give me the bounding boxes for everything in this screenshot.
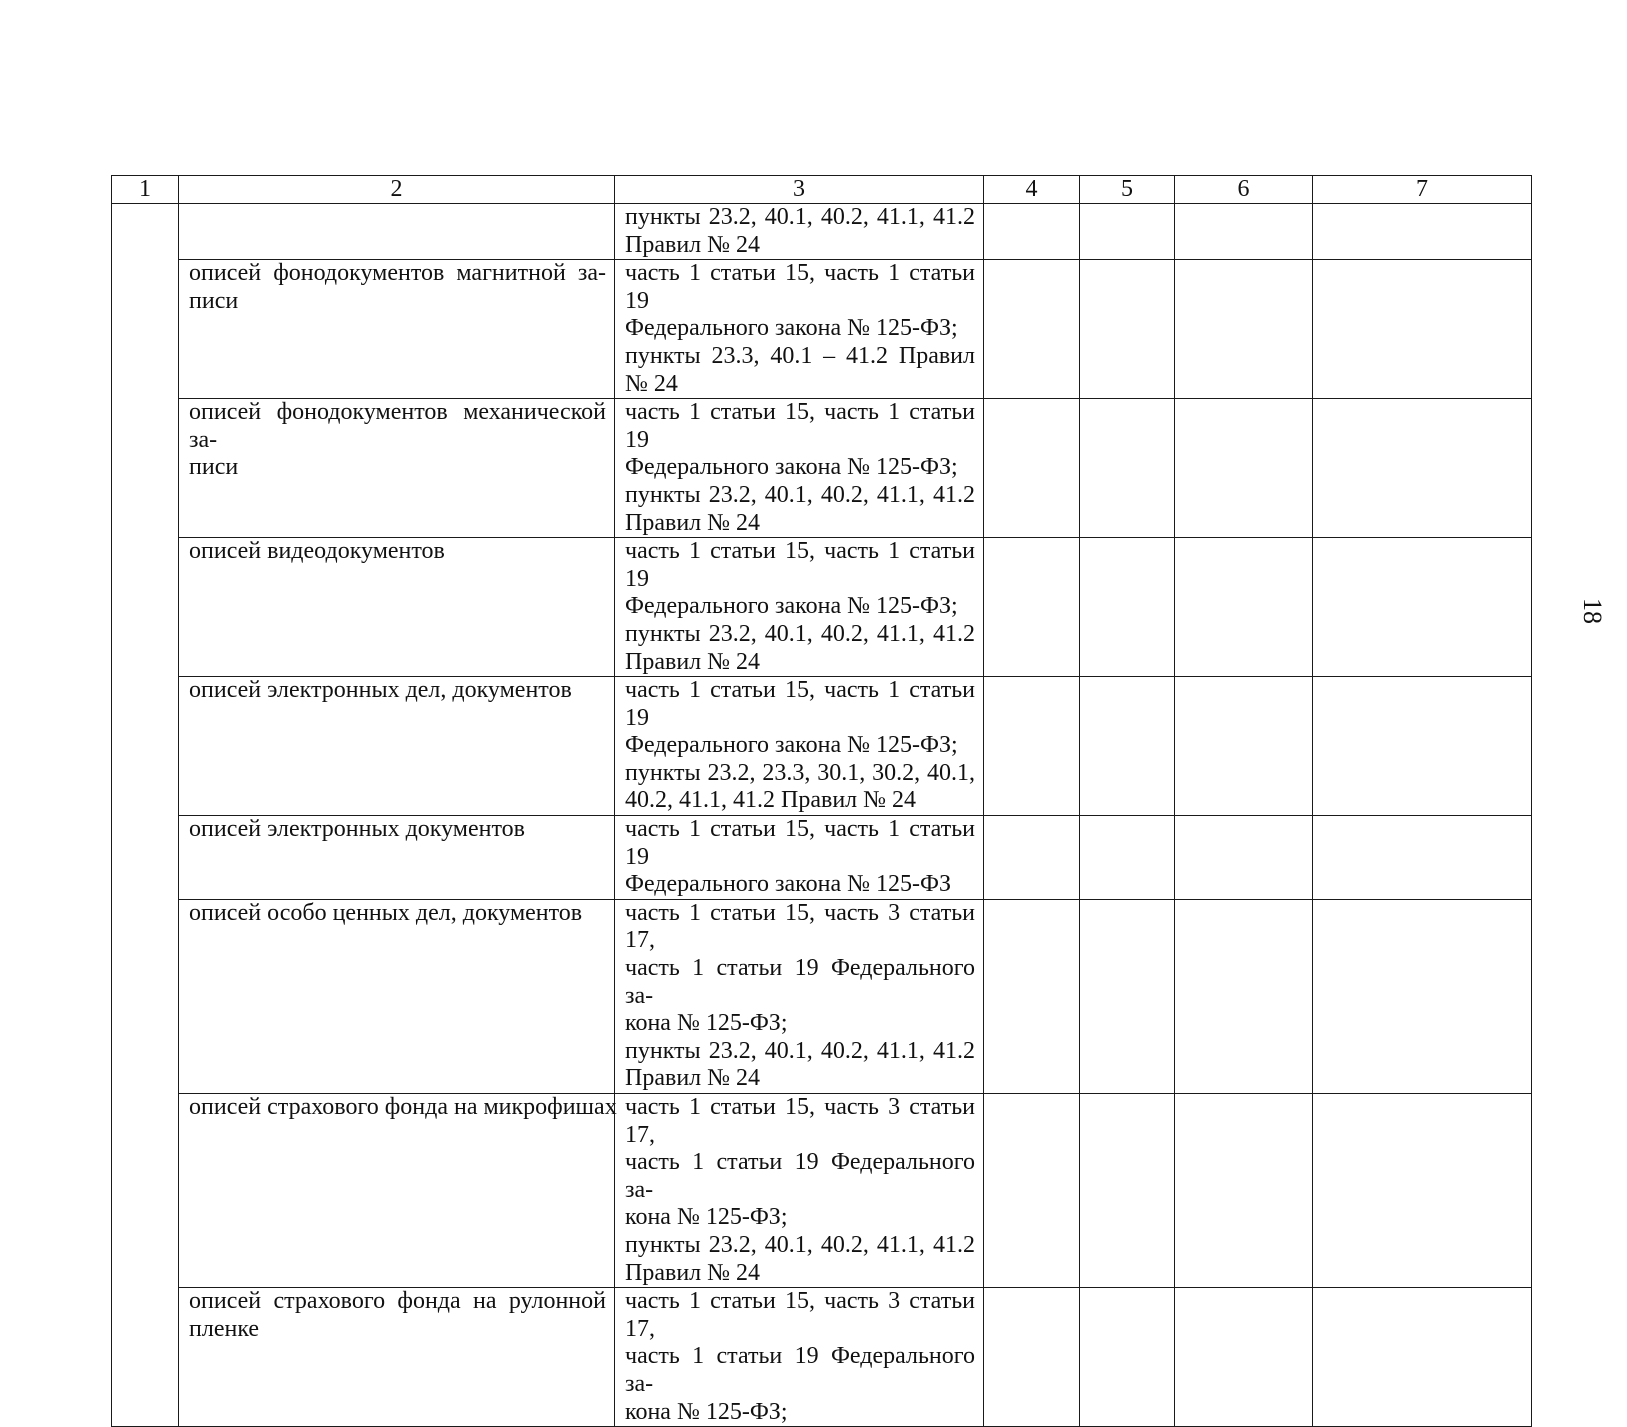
col-5-cell <box>1080 1094 1175 1288</box>
cell-text-line: часть 1 статьи 19 Федерального за- <box>625 1343 975 1397</box>
cell-text-line: часть 1 статьи 15, часть 1 статьи 19 <box>625 538 975 592</box>
col-7-cell <box>1313 399 1532 538</box>
cell-text-line: часть 1 статьи 15, часть 1 статьи 19 <box>625 677 975 731</box>
legal-basis-cell <box>615 899 984 1093</box>
col-5-cell <box>1080 1288 1175 1427</box>
cell-text-line: пункты 23.3, 40.1 – 41.2 Правил <box>625 342 975 369</box>
header-col-7: 7 <box>1313 176 1532 204</box>
header-col-6: 6 <box>1175 176 1313 204</box>
col-6-cell <box>1175 816 1313 900</box>
col-6-cell <box>1175 1288 1313 1427</box>
table-row <box>112 1094 1532 1288</box>
legal-basis-cell <box>615 260 984 399</box>
cell-text-line: пункты 23.2, 40.1, 40.2, 41.1, 41.2 <box>625 620 975 647</box>
header-col-5: 5 <box>1080 176 1175 204</box>
cell-text-line: пункты 23.2, 40.1, 40.2, 41.1, 41.2 <box>625 1037 975 1064</box>
col-4-cell <box>984 1094 1080 1288</box>
col-7-cell <box>1313 538 1532 677</box>
col-6-cell <box>1175 677 1313 816</box>
description-cell <box>179 1094 615 1288</box>
col-5-cell <box>1080 899 1175 1093</box>
cell-text-line: Правил № 24 <box>625 648 761 675</box>
cell-text-line: пленке <box>189 1315 260 1342</box>
col-6-cell <box>1175 899 1313 1093</box>
cell-text-line: пункты 23.2, 40.1, 40.2, 41.1, 41.2 <box>625 481 975 508</box>
col-7-cell <box>1313 677 1532 816</box>
col-6-cell <box>1175 399 1313 538</box>
cell-text-line: описей страхового фонда на микрофишах <box>189 1094 617 1120</box>
cell-text-line: писи <box>189 287 239 314</box>
cell-text-line: 40.2, 41.1, 41.2 Правил № 24 <box>625 787 917 814</box>
cell-text-line: часть 1 статьи 15, часть 1 статьи 19 <box>625 260 975 314</box>
cell-text-line: описей видеодокументов <box>189 538 445 565</box>
cell-text-line: часть 1 статьи 15, часть 1 статьи 19 <box>625 816 975 870</box>
requirements-table <box>111 175 1532 1427</box>
col-5-cell <box>1080 677 1175 816</box>
table-row <box>112 816 1532 900</box>
cell-text-line: часть 1 статьи 19 Федерального за- <box>625 1149 975 1203</box>
cell-text-line: Правил № 24 <box>625 231 761 258</box>
col-6-cell <box>1175 260 1313 399</box>
table-row <box>112 1288 1532 1427</box>
cell-text-line: писи <box>189 454 239 481</box>
header-col-2: 2 <box>179 176 615 204</box>
table-row <box>112 260 1532 399</box>
col-4-cell <box>984 538 1080 677</box>
description-cell <box>179 260 615 399</box>
description-cell <box>179 1288 615 1427</box>
cell-text-line: описей фонодокументов магнитной за- <box>189 260 606 287</box>
description-cell <box>179 816 615 900</box>
cell-text-line: кона № 125-ФЗ; <box>625 1398 788 1425</box>
description-cell <box>179 899 615 1093</box>
cell-text-line: часть 1 статьи 15, часть 3 статьи 17, <box>625 1094 975 1148</box>
cell-text-line: описей электронных дел, документов <box>189 677 572 704</box>
legal-basis-cell <box>615 816 984 900</box>
col-5-cell <box>1080 260 1175 399</box>
col-7-cell <box>1313 1288 1532 1427</box>
col-7-cell <box>1313 816 1532 900</box>
legal-basis-cell <box>615 1288 984 1427</box>
col-7-cell <box>1313 260 1532 399</box>
cell-text-line: кона № 125-ФЗ; <box>625 1010 788 1037</box>
col-4-cell <box>984 899 1080 1093</box>
cell-text-line: Федерального закона № 125-ФЗ; <box>625 315 958 342</box>
cell-text-line: описей особо ценных дел, документов <box>189 899 583 926</box>
header-col-1: 1 <box>112 176 179 204</box>
col-4-cell <box>984 1288 1080 1427</box>
col-5-cell <box>1080 816 1175 900</box>
cell-text-line: описей страхового фонда на рулонной <box>189 1288 606 1315</box>
cell-text-line: Федерального закона № 125-ФЗ <box>625 871 951 898</box>
col-6-cell <box>1175 1094 1313 1288</box>
description-cell <box>179 538 615 677</box>
cell-text-line: кона № 125-ФЗ; <box>625 1204 788 1231</box>
table-row <box>112 204 1532 260</box>
cell-text-line: пункты 23.2, 23.3, 30.1, 30.2, 40.1, <box>625 759 975 786</box>
col-4-cell <box>984 204 1080 260</box>
col-5-cell <box>1080 399 1175 538</box>
col-7-cell <box>1313 204 1532 260</box>
cell-text-line: часть 1 статьи 19 Федерального за- <box>625 955 975 1009</box>
legal-basis-cell <box>615 399 984 538</box>
col-6-cell <box>1175 204 1313 260</box>
col-4-cell <box>984 816 1080 900</box>
cell-text-line: часть 1 статьи 15, часть 3 статьи 17, <box>625 899 975 954</box>
header-col-3: 3 <box>615 176 984 204</box>
cell-text-line: часть 1 статьи 15, часть 1 статьи 19 <box>625 399 975 453</box>
col-7-cell <box>1313 899 1532 1093</box>
table-row <box>112 677 1532 816</box>
col-5-cell <box>1080 538 1175 677</box>
table-header-row <box>112 176 1532 204</box>
legal-basis-cell <box>615 204 984 260</box>
col-4-cell <box>984 399 1080 538</box>
cell-text-line: Федерального закона № 125-ФЗ; <box>625 593 958 620</box>
col-6-cell <box>1175 538 1313 677</box>
col-5-cell <box>1080 204 1175 260</box>
table-row <box>112 399 1532 538</box>
table-row <box>112 899 1532 1093</box>
cell-text-line: описей электронных документов <box>189 816 525 843</box>
col-4-cell <box>984 260 1080 399</box>
cell-text-line: пункты 23.2, 40.1, 40.2, 41.1, 41.2 <box>625 204 975 230</box>
cell-text-line: Правил № 24 <box>625 509 761 536</box>
cell-text-line: Федерального закона № 125-ФЗ; <box>625 732 958 759</box>
cell-text-line: Правил № 24 <box>625 1065 761 1092</box>
description-cell <box>179 204 615 260</box>
header-col-4: 4 <box>984 176 1080 204</box>
cell-text-line: Правил № 24 <box>625 1259 761 1286</box>
description-cell <box>179 399 615 538</box>
page-number: 18 <box>1578 598 1607 624</box>
table-row <box>112 538 1532 677</box>
col-4-cell <box>984 677 1080 816</box>
col-1-cell <box>112 204 179 1427</box>
col-7-cell <box>1313 1094 1532 1288</box>
legal-basis-cell <box>615 677 984 816</box>
legal-basis-cell <box>615 538 984 677</box>
cell-text-line: часть 1 статьи 15, часть 3 статьи 17, <box>625 1288 975 1342</box>
cell-text-line: пункты 23.2, 40.1, 40.2, 41.1, 41.2 <box>625 1231 975 1258</box>
cell-text-line: Федерального закона № 125-ФЗ; <box>625 454 958 481</box>
cell-text-line: описей фонодокументов механической за- <box>189 399 606 453</box>
legal-basis-cell <box>615 1094 984 1288</box>
description-cell <box>179 677 615 816</box>
cell-text-line: № 24 <box>625 370 678 397</box>
table-body <box>112 204 1532 1427</box>
